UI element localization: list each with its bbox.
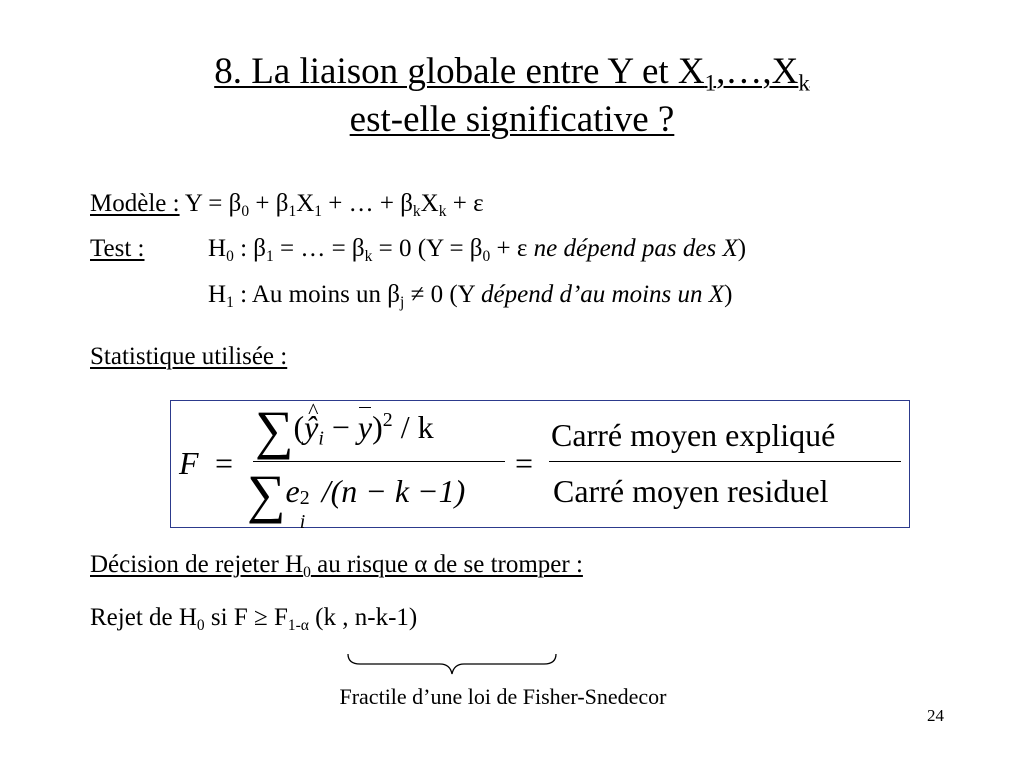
decision-rule: Rejet de $H_0$ si $F \ge F_{1-\alpha}$ (k , n-k-1): [90, 604, 418, 634]
test-label: Test :: [90, 235, 145, 262]
formula-denominator: ∑e 2 i /(n − k −1): [247, 464, 466, 533]
decision-label: Décision de rejeter $H_0$ au risque α de se tromper :: [90, 551, 583, 581]
formula-eq-2: =: [515, 445, 534, 481]
page-number: 24: [927, 706, 944, 725]
page-title: 8. La liaison globale entre Y et $X_1,\dots,X_k$ est-elle significative ?: [214, 51, 810, 140]
formula-box: [170, 400, 910, 533]
ratio-fraction-bar: [549, 461, 901, 462]
ratio-numerator: Carré moyen expliqué: [551, 417, 836, 453]
formula-lhs: F: [179, 445, 199, 481]
test-h0-line: [90, 234, 145, 264]
underbrace-icon: [346, 652, 558, 678]
hypothesis-h1: $H_1$ : Au moins un $\beta_j \ne 0$ (Y dépend d’au moins un X): [208, 281, 733, 311]
formula-fraction-bar: [253, 461, 505, 462]
fisher-note: Fractile d’une loi de Fisher-Snedecor: [339, 684, 667, 709]
formula-eq: =: [215, 445, 234, 481]
statistic-label: Statistique utilisée :: [90, 343, 288, 370]
model-label: Modèle :: [90, 190, 180, 217]
ratio-denominator: Carré moyen residuel: [553, 473, 829, 509]
hypothesis-h0: $H_0$ : $\beta_1$ = … = $\beta_k = 0$ ($Y = \beta_0 + \varepsilon$ ne dépend pas des X): [208, 235, 747, 265]
formula-numerator: ∑(^ $ŷ_i - y)^2 / k$: [255, 403, 434, 457]
model-line: Modèle : $Y = \beta_0 + \beta_1X_1$ + … + $\beta_kX_k + \varepsilon$: [90, 190, 484, 220]
